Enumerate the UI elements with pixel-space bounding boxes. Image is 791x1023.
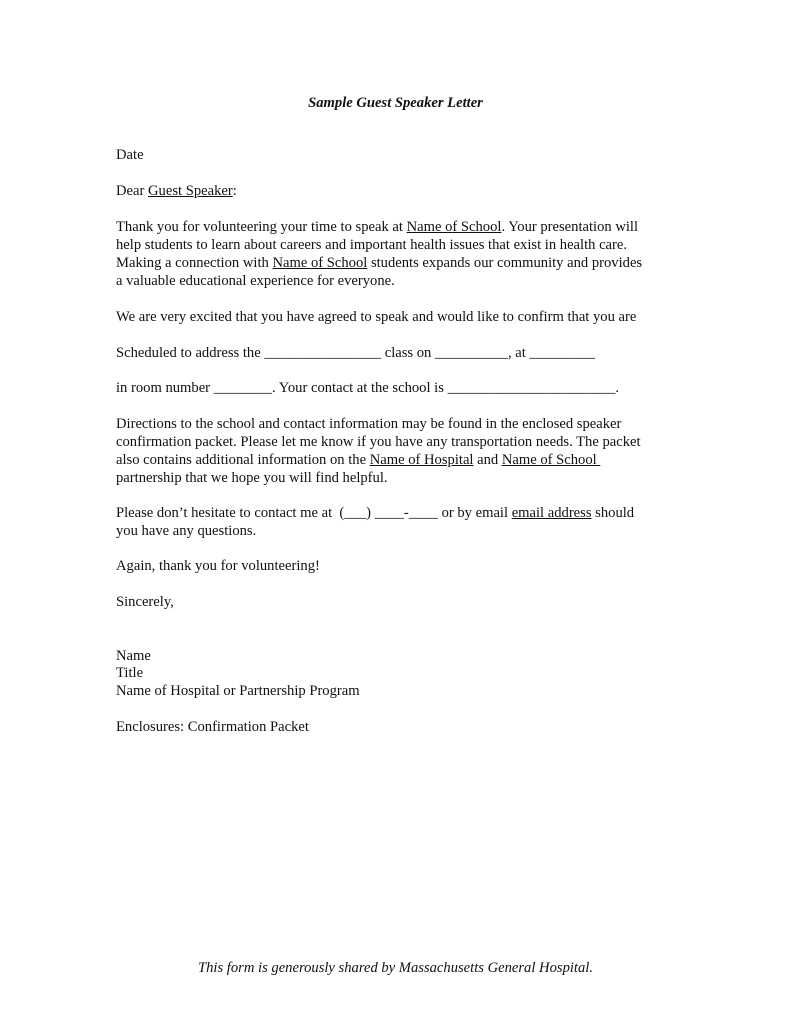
scheduled-line: Scheduled to address the ________________ class on __________, at _________ (116, 345, 596, 361)
salutation (116, 182, 676, 200)
paragraph1-line1 (116, 218, 676, 236)
paragraph1-line2: help students to learn about careers and important health issues that exist in health care. (116, 237, 628, 253)
paragraph3-line4: partnership that we hope you will find helpful. (116, 470, 388, 486)
text-segment: also contains additional information on the (116, 452, 370, 468)
date-line: Date (116, 147, 144, 163)
signature-name: Name (116, 648, 151, 664)
paragraph4-line1 (116, 504, 676, 522)
paragraph3-line2: confirmation packet. Please let me know if you have any transportation needs. The packet (116, 434, 641, 450)
email-address-placeholder: email address (511, 505, 592, 521)
school-name-placeholder: Name of School (406, 219, 502, 235)
paragraph2: We are very excited that you have agreed to speak and would like to confirm that you are (116, 309, 637, 325)
room-line: in room number ________. Your contact at the school is _______________________. (116, 380, 620, 396)
school-name-placeholder: Name of School (272, 255, 368, 271)
signature-organization: Name of Hospital or Partnership Program (116, 683, 360, 699)
paragraph1-line3 (116, 254, 676, 272)
paragraph1-line4: a valuable educational experience for everyone. (116, 273, 395, 289)
letter-title: Sample Guest Speaker Letter (308, 95, 483, 111)
text-segment: . Your presentation will (501, 219, 639, 235)
text-segment: should (591, 505, 635, 521)
paragraph3-line3 (116, 451, 676, 469)
enclosures-line: Enclosures: Confirmation Packet (116, 719, 309, 735)
closing-thanks: Again, thank you for volunteering! (116, 558, 320, 574)
salutation-name-placeholder: Guest Speaker (148, 183, 233, 199)
footer-credit: This form is generously shared by Massachusetts General Hospital. (198, 960, 593, 976)
salutation-suffix: : (232, 183, 237, 199)
signature-title: Title (116, 665, 144, 681)
hospital-name-placeholder: Name of Hospital (369, 452, 474, 468)
sign-off: Sincerely, (116, 594, 174, 610)
paragraph4-line2: you have any questions. (116, 523, 257, 539)
text-segment: students expands our community and provides (367, 255, 643, 271)
paragraph3-line1: Directions to the school and contact information may be found in the enclosed speaker (116, 416, 622, 432)
text-segment: and (473, 452, 502, 468)
school-name-placeholder: Name of School (501, 452, 601, 468)
text-segment: Thank you for volunteering your time to speak at (116, 219, 407, 235)
text-segment: Please don’t hesitate to contact me at (___) ____-____ or by email (116, 505, 512, 521)
text-segment: Making a connection with (116, 255, 273, 271)
salutation-prefix: Dear (116, 183, 149, 199)
